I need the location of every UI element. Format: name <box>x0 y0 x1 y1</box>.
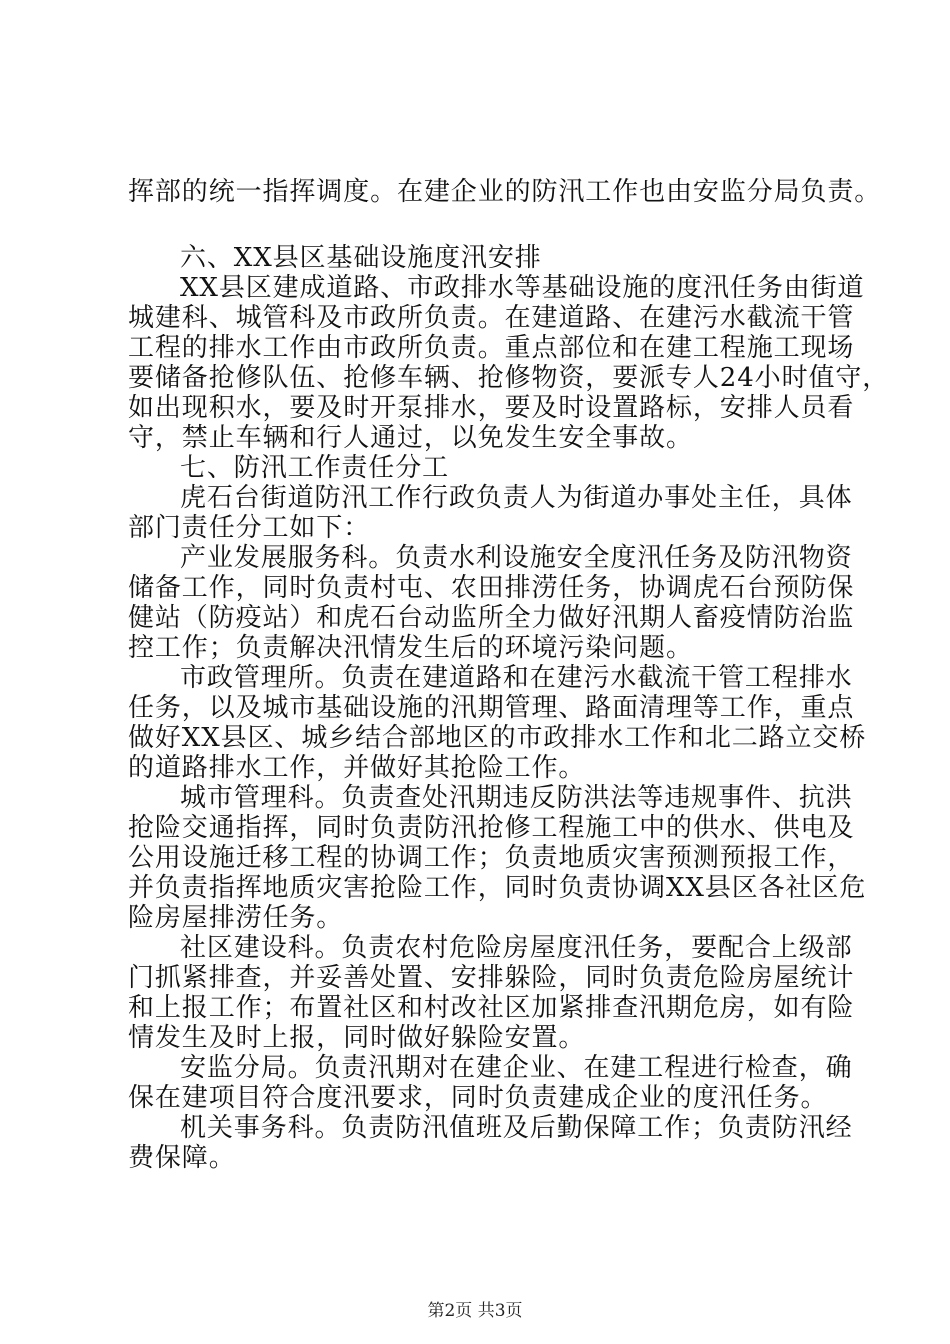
text-line: 产业发展服务科。负责水利设施安全度汛任务及防汛物资 <box>180 543 853 573</box>
paragraph-gap <box>128 225 848 243</box>
text-line: 城建科、城管科及市政所负责。在建道路、在建污水截流干管 <box>128 303 855 333</box>
text-line: 和上报工作；布置社区和村改社区加紧排查汛期危房，如有险 <box>128 993 855 1023</box>
text-line: 的道路排水工作，并做好其抢险工作。 <box>128 753 586 783</box>
section-heading: 七、防汛工作责任分工 <box>180 453 450 483</box>
text-line: 健站（防疫站）和虎石台动监所全力做好汛期人畜疫情防治监 <box>128 603 855 633</box>
text-line: 公用设施迁移工程的协调工作；负责地质灾害预测预报工作， <box>128 843 855 873</box>
text-line: 并负责指挥地质灾害抢险工作，同时负责协调XX县区各社区危 <box>128 873 867 903</box>
text-line: 市政管理所。负责在建道路和在建污水截流干管工程排水 <box>180 663 853 693</box>
text-line: 要储备抢修队伍、抢修车辆、抢修物资，要派专人24小时值守， <box>128 363 890 393</box>
text-line: 虎石台街道防汛工作行政负责人为街道办事处主任，具体 <box>180 483 853 513</box>
text-line: 守，禁止车辆和行人通过，以免发生安全事故。 <box>128 423 693 453</box>
text-line: 城市管理科。负责查处汛期违反防洪法等违规事件、抗洪 <box>180 783 853 813</box>
text-line: XX县区建成道路、市政排水等基础设施的度汛任务由街道 <box>180 273 865 303</box>
text-line: 做好XX县区、城乡结合部地区的市政排水工作和北二路立交桥 <box>128 723 867 753</box>
text-line: 挥部的统一指挥调度。在建企业的防汛工作也由安监分局负责。 <box>128 177 882 207</box>
text-line: 工程的排水工作由市政所负责。重点部位和在建工程施工现场 <box>128 333 855 363</box>
paragraph-gap <box>128 207 848 225</box>
text-line: 部门责任分工如下： <box>128 513 371 543</box>
text-line: 储备工作，同时负责村屯、农田排涝任务，协调虎石台预防保 <box>128 573 855 603</box>
text-line: 费保障。 <box>128 1143 236 1173</box>
text-line: 任务，以及城市基础设施的汛期管理、路面清理等工作，重点 <box>128 693 855 723</box>
text-line: 机关事务科。负责防汛值班及后勤保障工作；负责防汛经 <box>180 1113 853 1143</box>
text-line: 抢险交通指挥，同时负责防汛抢修工程施工中的供水、供电及 <box>128 813 855 843</box>
page-number-footer: 第2页 共3页 <box>427 1301 523 1321</box>
section-heading: 六、XX县区基础设施度汛安排 <box>180 243 542 273</box>
text-line: 控工作；负责解决汛情发生后的环境污染问题。 <box>128 633 693 663</box>
text-line: 安监分局。负责汛期对在建企业、在建工程进行检查，确 <box>180 1053 853 1083</box>
document-body <box>128 177 890 1173</box>
text-line: 保在建项目符合度汛要求，同时负责建成企业的度汛任务。 <box>128 1083 828 1113</box>
text-line: 如出现积水，要及时开泵排水，要及时设置路标，安排人员看 <box>128 393 855 423</box>
text-line: 险房屋排涝任务。 <box>128 903 344 933</box>
text-line: 门抓紧排查，并妥善处置、安排躲险，同时负责危险房屋统计 <box>128 963 855 993</box>
text-line: 社区建设科。负责农村危险房屋度汛任务，要配合上级部 <box>180 933 853 963</box>
text-line: 情发生及时上报，同时做好躲险安置。 <box>128 1023 586 1053</box>
